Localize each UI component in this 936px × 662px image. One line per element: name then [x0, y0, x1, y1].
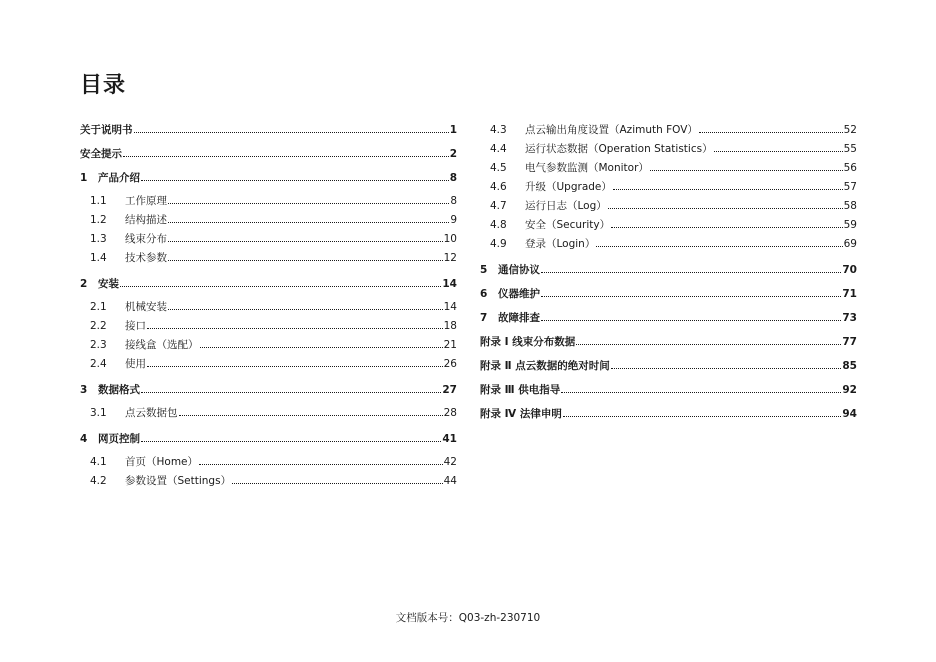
dot-leader: [541, 264, 841, 273]
toc-entry[interactable]: [480, 382, 857, 399]
document-version: 文档版本号：Q03-zh-230710: [395, 612, 541, 624]
toc-entry-number: 3: [80, 384, 88, 396]
toc-entry-number: 2.1: [90, 301, 107, 313]
toc-entry-label: 关于说明书: [80, 124, 133, 136]
toc-entry-number: 1.1: [90, 195, 107, 207]
toc-entry-number: 4.3: [490, 124, 507, 136]
toc-entry-page: 14: [443, 301, 457, 313]
toc-entry-number: 2.4: [90, 358, 107, 370]
toc-entry-number: 7: [480, 312, 488, 324]
toc-entry-label: 附录 Ⅲ 供电指导: [480, 384, 561, 396]
toc-entry-label: 附录 Ⅳ 法律申明: [480, 408, 562, 420]
toc-entry[interactable]: [80, 431, 457, 448]
toc-entry[interactable]: [480, 358, 857, 375]
toc-entry[interactable]: [480, 179, 857, 198]
toc-entry-label: 电气参数监测（Monitor）: [525, 162, 649, 174]
toc-entry[interactable]: [80, 122, 457, 139]
toc-entry-label: 附录 Ⅱ 点云数据的绝对时间: [480, 360, 610, 372]
toc-entry-page: 1: [449, 124, 457, 136]
dot-leader: [141, 172, 449, 181]
toc-entry-page: 26: [443, 358, 457, 370]
dot-leader: [608, 200, 843, 209]
toc-entry-number: 2: [80, 278, 88, 290]
toc-entry-number: 4.9: [490, 238, 507, 250]
toc-entry-page: 55: [843, 143, 857, 155]
dot-leader: [123, 148, 449, 157]
toc-entry[interactable]: [80, 193, 457, 212]
toc-entry[interactable]: [480, 141, 857, 160]
toc-entry-page: 94: [842, 408, 857, 420]
dot-leader: [179, 407, 443, 416]
toc-entry[interactable]: [80, 250, 457, 269]
toc-entry-number: 2.2: [90, 320, 107, 332]
toc-entry-page: 92: [842, 384, 857, 396]
toc-entry[interactable]: [480, 236, 857, 255]
toc-entry[interactable]: [80, 170, 457, 187]
toc-entry[interactable]: [80, 212, 457, 231]
toc-entry-label: 技术参数: [125, 252, 167, 264]
dot-leader: [199, 456, 443, 465]
dot-leader: [563, 408, 842, 417]
toc-entry-page: 9: [450, 214, 457, 226]
toc-entry[interactable]: [80, 276, 457, 293]
toc-entry-page: 44: [443, 475, 457, 487]
toc-entry-label: 机械安装: [125, 301, 167, 313]
toc-entry[interactable]: [480, 217, 857, 236]
dot-leader: [596, 238, 842, 247]
toc-entry-number: 5: [480, 264, 488, 276]
toc-entry[interactable]: [80, 356, 457, 375]
toc-entry-page: 18: [443, 320, 457, 332]
toc-entry[interactable]: [80, 318, 457, 337]
toc-entry-number: 1.2: [90, 214, 107, 226]
dot-leader: [561, 384, 841, 393]
dot-leader: [141, 433, 441, 442]
toc-entry-label: 安装: [98, 278, 119, 290]
toc-entry-label: 通信协议: [498, 264, 540, 276]
toc-entry-label: 运行状态数据（Operation Statistics）: [525, 143, 713, 155]
toc-entry-page: 85: [842, 360, 857, 372]
toc-entry-number: 4.4: [490, 143, 507, 155]
toc-entry-label: 安全（Security）: [525, 219, 611, 231]
toc-entry-label: 结构描述: [125, 214, 167, 226]
toc-entry-page: 21: [443, 339, 457, 351]
toc-entry-label: 附录 Ⅰ 线束分布数据: [480, 336, 576, 348]
dot-leader: [200, 339, 443, 348]
dot-leader: [699, 124, 843, 133]
toc-entry[interactable]: [80, 299, 457, 318]
toc-entry-label: 接线盒（选配）: [125, 339, 199, 351]
toc-entry-page: 28: [443, 407, 457, 419]
toc-entry-label: 产品介绍: [98, 172, 140, 184]
toc-entry-page: 8: [450, 195, 457, 207]
toc-entry-number: 4.7: [490, 200, 507, 212]
toc-entry-number: 2.3: [90, 339, 107, 351]
toc-entry-label: 仪器维护: [498, 288, 540, 300]
dot-leader: [613, 181, 843, 190]
dot-leader: [141, 384, 441, 393]
toc-entry-page: 77: [842, 336, 857, 348]
dot-leader: [168, 301, 443, 310]
toc-entry-number: 4: [80, 433, 88, 445]
toc-entry-label: 线束分布: [125, 233, 167, 245]
dot-leader: [714, 143, 843, 152]
toc-entry-number: 1.4: [90, 252, 107, 264]
toc-entry-page: 73: [842, 312, 857, 324]
dot-leader: [134, 124, 449, 133]
toc-entry[interactable]: [480, 286, 857, 303]
dot-leader: [611, 360, 842, 369]
toc-entry[interactable]: [80, 382, 457, 399]
toc-entry[interactable]: [80, 405, 457, 424]
toc-entry-number: 4.6: [490, 181, 507, 193]
toc-entry[interactable]: [480, 334, 857, 351]
toc-entry-number: 4.5: [490, 162, 507, 174]
toc-entry-number: 3.1: [90, 407, 107, 419]
toc-entry-label: 升级（Upgrade）: [525, 181, 612, 193]
toc-entry-label: 接口: [125, 320, 146, 332]
toc-entry-label: 点云输出角度设置（Azimuth FOV）: [525, 124, 698, 136]
toc-entry-label: 使用: [125, 358, 146, 370]
toc-entry[interactable]: [480, 310, 857, 327]
dot-leader: [232, 475, 443, 484]
toc-entry-page: 58: [843, 200, 857, 212]
toc-entry[interactable]: [80, 454, 457, 473]
toc-entry[interactable]: [480, 122, 857, 141]
toc-entry-number: 4.8: [490, 219, 507, 231]
page-title: 目录: [80, 73, 127, 98]
toc-entry-page: 69: [843, 238, 857, 250]
toc-right-column: [480, 122, 857, 423]
toc-entry-label: 参数设置（Settings）: [125, 475, 232, 487]
toc-entry-page: 52: [843, 124, 857, 136]
toc-entry-page: 41: [442, 433, 457, 445]
toc-entry-page: 12: [443, 252, 457, 264]
toc-entry-page: 56: [843, 162, 857, 174]
dot-leader: [147, 320, 443, 329]
toc-entry-page: 2: [449, 148, 457, 160]
dot-leader: [147, 358, 443, 367]
toc-entry-label: 运行日志（Log）: [525, 200, 607, 212]
dot-leader: [168, 233, 443, 242]
toc-entry[interactable]: [80, 473, 457, 492]
toc-entry-page: 27: [442, 384, 457, 396]
toc-entry[interactable]: [80, 146, 457, 163]
toc-entry[interactable]: [80, 337, 457, 356]
toc-entry[interactable]: [80, 231, 457, 250]
dot-leader: [576, 336, 841, 345]
toc-entry-number: 4.2: [90, 475, 107, 487]
toc-entry-label: 点云数据包: [125, 407, 178, 419]
dot-leader: [611, 219, 843, 228]
toc-entry-page: 57: [843, 181, 857, 193]
dot-leader: [120, 278, 441, 287]
toc-entry-number: 6: [480, 288, 488, 300]
toc-entry-label: 数据格式: [98, 384, 140, 396]
toc-entry-label: 安全提示: [80, 148, 122, 160]
dot-leader: [541, 312, 841, 321]
toc-entry[interactable]: [480, 160, 857, 179]
toc-entry-page: 42: [443, 456, 457, 468]
toc-entry-label: 登录（Login）: [525, 238, 596, 250]
toc-entry-page: 10: [443, 233, 457, 245]
toc-entry-number: 4.1: [90, 456, 107, 468]
dot-leader: [168, 214, 449, 223]
toc-entry[interactable]: [480, 406, 857, 423]
toc-entry-label: 首页（Home）: [125, 456, 199, 468]
dot-leader: [650, 162, 843, 171]
toc-entry-number: 1.3: [90, 233, 107, 245]
toc-entry[interactable]: [480, 262, 857, 279]
toc-entry-number: 1: [80, 172, 88, 184]
toc-entry-page: 8: [449, 172, 457, 184]
toc-left-column: [80, 122, 457, 492]
toc-entry-page: 70: [842, 264, 857, 276]
dot-leader: [168, 252, 443, 261]
toc-entry-label: 工作原理: [125, 195, 167, 207]
dot-leader: [168, 195, 449, 204]
toc-entry-label: 故障排查: [498, 312, 540, 324]
dot-leader: [541, 288, 841, 297]
toc-entry-page: 59: [843, 219, 857, 231]
toc-entry-page: 14: [442, 278, 457, 290]
toc-entry[interactable]: [480, 198, 857, 217]
toc-entry-page: 71: [842, 288, 857, 300]
toc-entry-label: 网页控制: [98, 433, 140, 445]
